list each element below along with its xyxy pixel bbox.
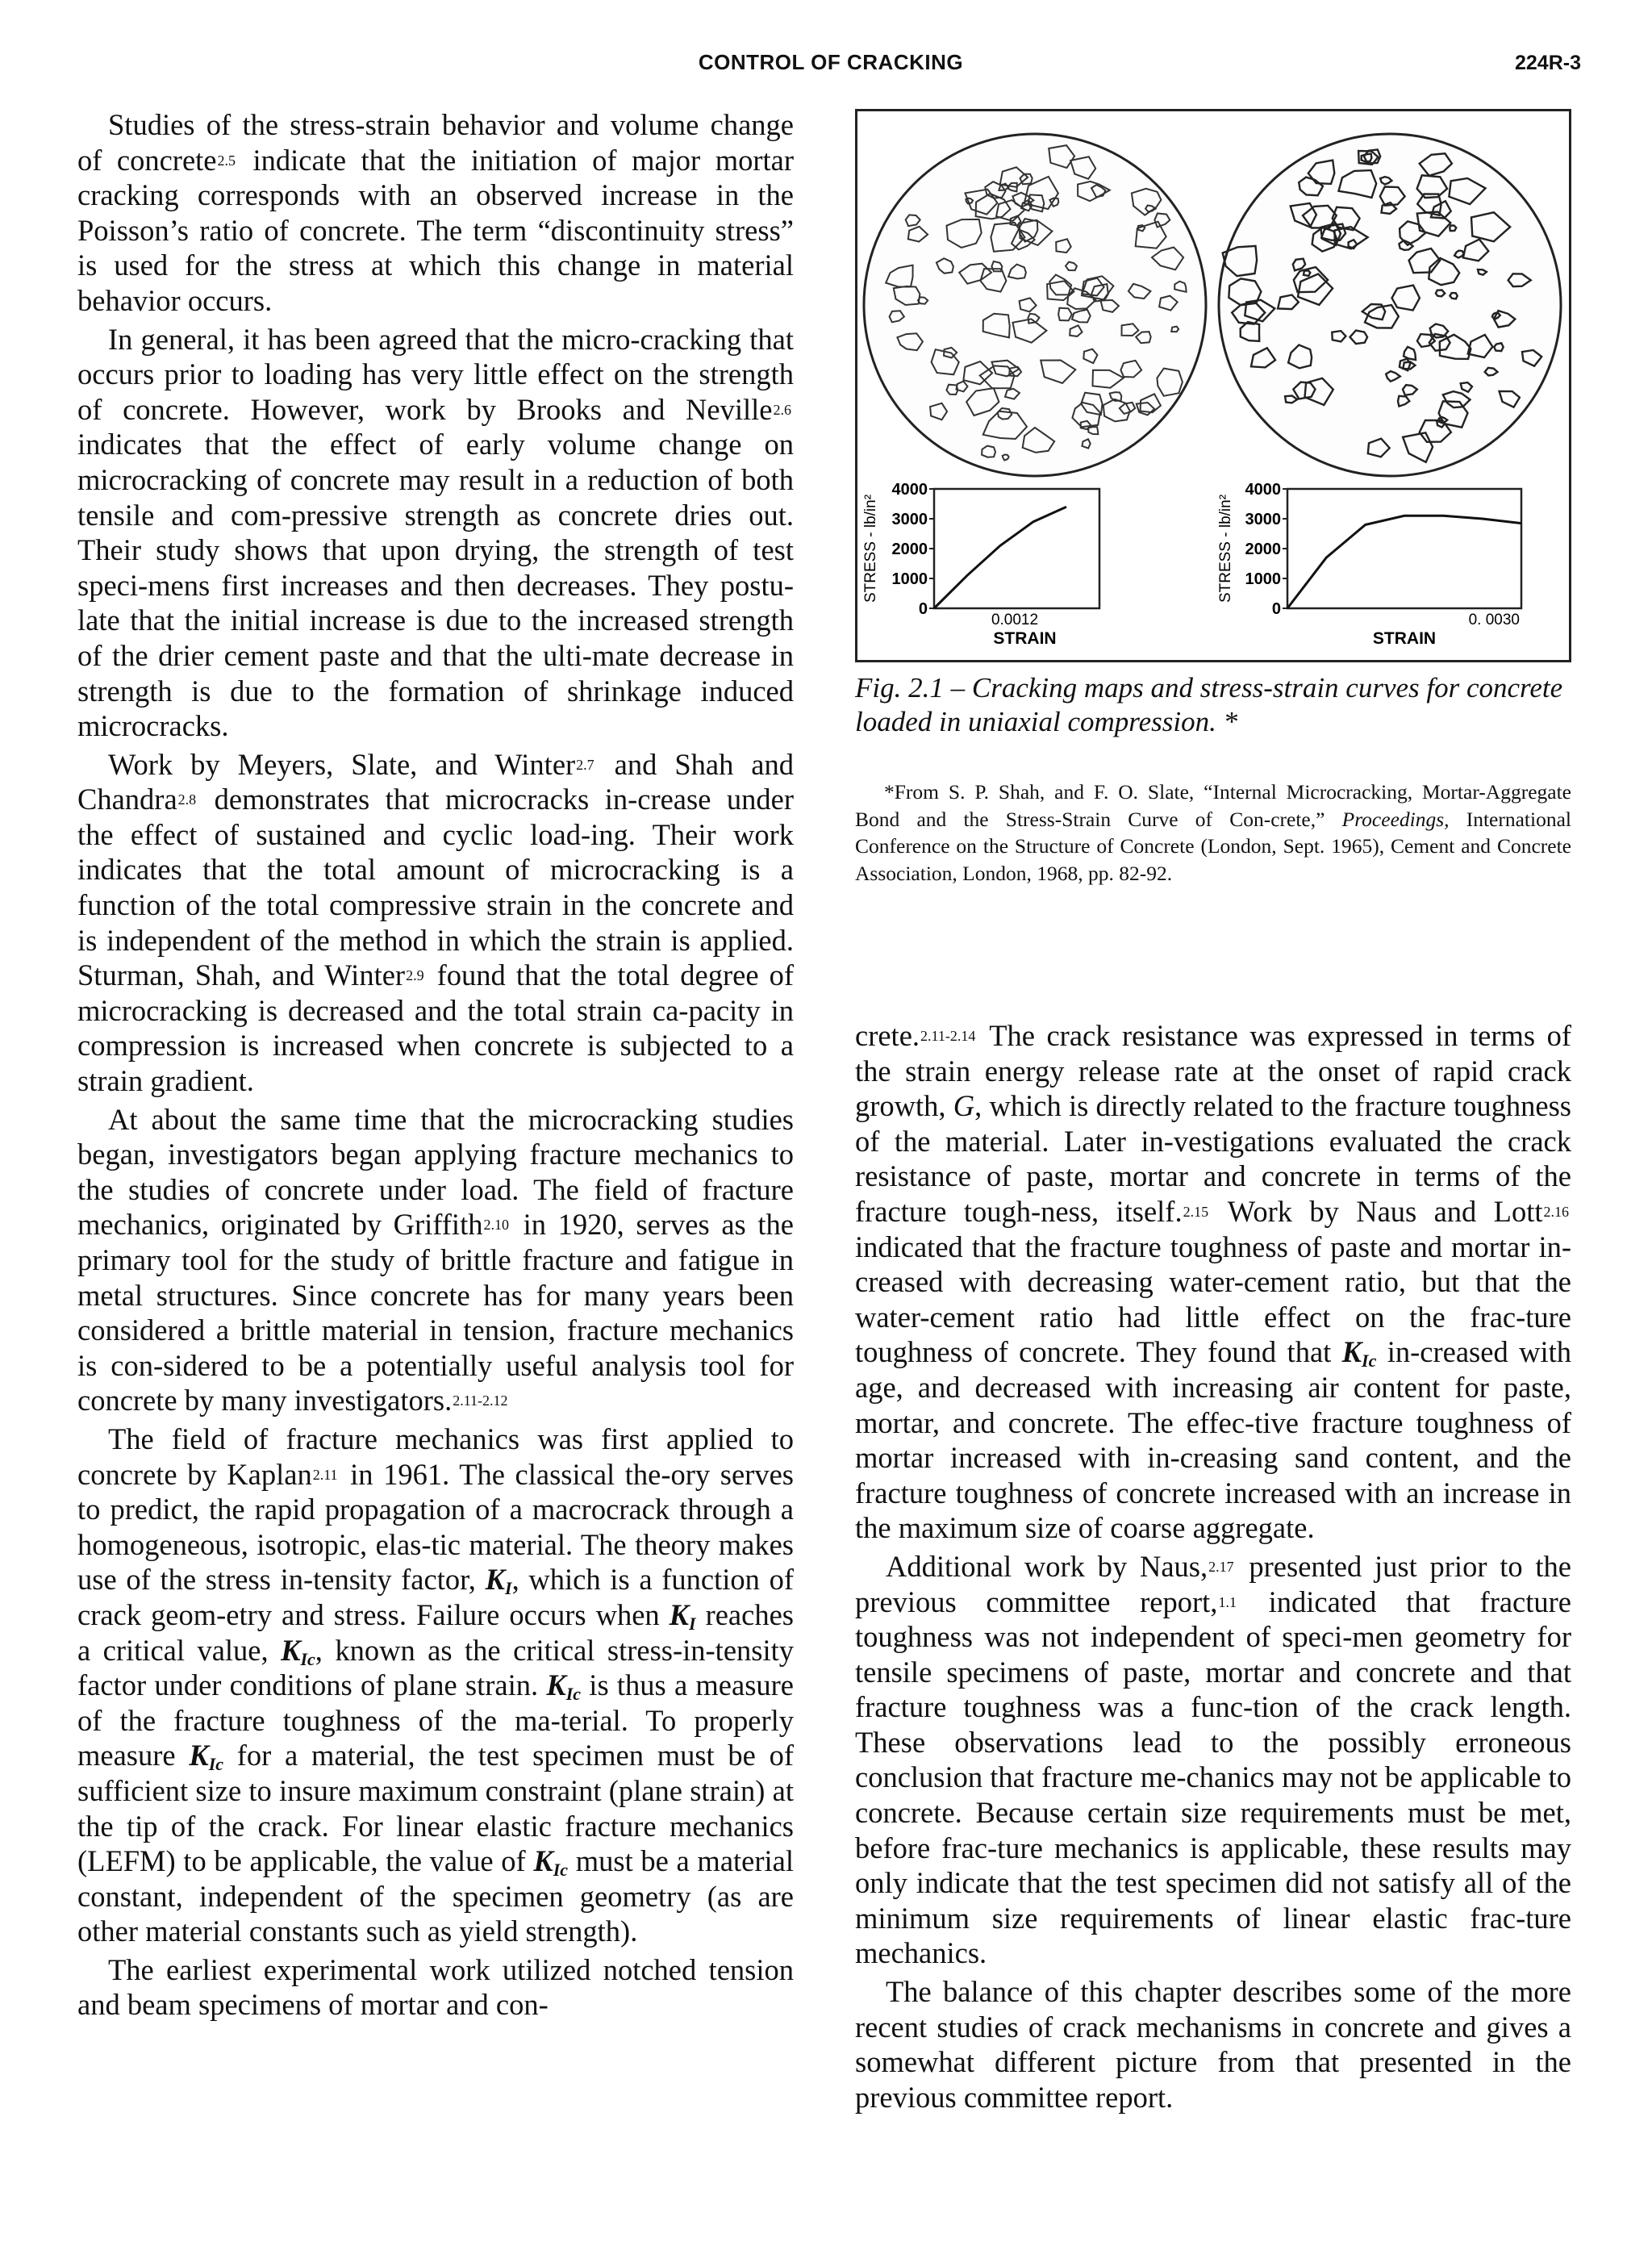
stress-strain-curve (1287, 516, 1521, 608)
figure-caption: Fig. 2.1 – Cracking maps and stress-strain curves for concrete loaded in uniaxial compression. * (855, 672, 1563, 737)
cracking-map-left (864, 134, 1206, 476)
y-tick-label: 2000 (891, 541, 928, 558)
y-tick-label: 4000 (891, 481, 928, 499)
y-axis-label: STRESS - lb/in² (1217, 494, 1234, 603)
paragraph: crete.$^{2.11-2.14}$ The crack resistance was expressed in terms of the strain energy release rate at the onset of rapid crack growth, G, which is directly related to the fracture toughness of the material. Later in-vestigations evaluated the crack resistance of paste, mortar and concrete in terms of the fracture tough-ness, itself.$^{2.15}$ Work by Naus and Lott$^{2.16}$ indicated that the fracture toughness of paste and mortar in-creased with decreasing water-cement ratio, but that the water-cement ratio had little effect on the frac-ture toughness of concrete. They found that $K_{Ic}$ in-creased with age, and decreased with increasing air content for paste, mortar, and concrete. The effec-tive fracture toughness of mortar increased with in-creasing sand content, and the fracture toughness of concrete increased with an increase in the maximum size of coarse aggregate. (855, 1019, 1571, 1545)
y-tick-label: 4000 (1245, 481, 1281, 499)
y-tick-label: 2000 (1245, 541, 1281, 558)
paragraph: The balance of this chapter describes some of the more recent studies of crack mechanisms in concrete and gives a somewhat different picture from that presented in the previous committee report. (855, 1975, 1571, 2114)
stress-strain-chart-right (1217, 481, 1521, 648)
figure-svg (857, 111, 1569, 660)
plot-frame (1287, 489, 1521, 608)
x-axis-label: STRAIN (993, 629, 1057, 648)
k-ic-symbol: $K_{Ic}$ (1341, 1335, 1377, 1372)
y-tick-label: 3000 (891, 511, 928, 528)
paragraph: In general, it has been agreed that the micro-cracking that occurs prior to loading has very little effect on the strength of concrete. However, work by Brooks and Neville$^{2.6}$ indicates that the effect of early volume change on microcracking of concrete may result in a reduction of both tensile and com-pressive strength as concrete dries out. Their study shows that upon drying, the strength of test speci-mens first increases and then decreases. They postu-late that the initial increase is due to the increased strength of the drier cement paste and that the ulti-mate decrease in strength is due to the formation of shrinkage induced microcracks. (77, 322, 794, 743)
paragraph: At about the same time that the microcracking studies began, investigators began applying fracture mechanics to the studies of concrete under load. The field of fracture mechanics, originated by Griffith$^{2.10}$ in 1920, serves as the primary tool for the study of brittle fracture and fatigue in metal structures. Since concrete has for many years been considered a brittle material in tension, fracture mechanics is con-sidered to be a potentially useful analysis tool for concrete by many investigators.$^{2.11-2.12}$ (77, 1102, 794, 1418)
y-axis-label: STRESS - lb/in² (862, 494, 879, 603)
paragraph: Studies of the stress-strain behavior and volume change of concrete$^{2.5}$ indicate that the initiation of major mortar cracking corresponds with an observed increase in the Poisson’s ratio of concrete. The term “discontinuity stress” is used for the stress at which this change in material behavior occurs. (77, 108, 794, 317)
k-ic-symbol: $K_{Ic}$ (189, 1739, 224, 1775)
cracking-map-right (1219, 134, 1561, 476)
running-header: CONTROL OF CRACKING (698, 50, 964, 74)
left-column (77, 107, 794, 2026)
k-i-symbol: $K_I$ (669, 1597, 696, 1634)
x-tick-label: 0.0012 (991, 612, 1039, 628)
plot-frame (934, 489, 1099, 608)
k-ic-symbol: $K_{Ic}$ (546, 1668, 582, 1705)
k-ic-symbol: $K_{Ic}$ (533, 1844, 569, 1881)
figure-footnote: *From S. P. Shah, and F. O. Slate, “Internal Microcracking, Mortar-Aggregate Bond and the Stress-Strain Curve of Con-crete,” Proceedings, International Conference on the Structure of Concrete (London, Sept. 1965), Cement and Concrete Association, London, 1968, pp. 82-92. (855, 780, 1571, 885)
paragraph: Work by Meyers, Slate, and Winter$^{2.7}$ and Shah and Chandra$^{2.8}$ demonstrates that microcracks in-crease under the effect of sustained and cyclic load-ing. Their work indicates that the total amount of microcracking is a function of the total compressive strain in the concrete and is independent of the method in which the strain is applied. Sturman, Shah, and Winter$^{2.9}$ found that the total degree of microcracking is decreased and the total strain ca-pacity in compression is increased when concrete is subjected to a strain gradient. (77, 747, 794, 1098)
y-tick-label: 1000 (891, 570, 928, 588)
x-tick-label: 0. 0030 (1468, 612, 1520, 628)
y-tick-label: 0 (1271, 600, 1281, 618)
paragraph: The field of fracture mechanics was first applied to concrete by Kaplan$^{2.11}$ in 1961. The classical the-ory serves to predict, the rapid propagation of a macrocrack through a homogeneous, isotropic, elas-tic material. The theory makes use of the stress in-tensity factor, $K_I$, which is a function of crack geom-etry and stress. Failure occurs when $K_I$ reaches a critical value, $K_{Ic}$, known as the critical stress-in-tensity factor under conditions of plane strain. $K_{Ic}$ is thus a measure of the fracture toughness of the ma-terial. To properly measure $K_{Ic}$ for a material, the test specimen must be of sufficient size to insure maximum constraint (plane strain) at the tip of the crack. For linear elastic fracture mechanics (LEFM) to be applicable, the value of $K_{Ic}$ must be a material constant, independent of the specimen geometry (as are other material constants such as yield strength). (77, 1422, 795, 1948)
stress-strain-chart-left (862, 481, 1099, 648)
y-tick-label: 3000 (1245, 511, 1281, 528)
stress-strain-curve (934, 507, 1066, 608)
paragraph: Additional work by Naus,$^{2.17}$ presented just prior to the previous committee report,$^{1.1}$ indicated that fracture toughness was not independent of speci-men geometry for tensile specimens of paste, mortar and concrete and that fracture toughness was a func-tion of the crack length. These observations lead to the possibly erroneous conclusion that fracture me-chanics may not be applicable to concrete. Because certain size requirements must be met, before frac-ture mechanics is applicable, these results may only indicate that the test specimen did not satisfy all of the minimum size requirements of linear elastic frac-ture mechanics. (855, 1549, 1571, 1970)
paragraph: The earliest experimental work utilized notched tension and beam specimens of mortar and con- (77, 1952, 794, 2022)
figure-2-1 (855, 109, 1571, 662)
k-ic-symbol: $K_{Ic}$ (281, 1633, 315, 1669)
page-number: 224R-3 (1515, 52, 1581, 74)
y-tick-label: 0 (918, 600, 928, 618)
k-i-symbol: $K_I$ (485, 1563, 512, 1599)
x-axis-label: STRAIN (1372, 629, 1437, 648)
right-column (855, 1018, 1571, 2118)
y-tick-label: 1000 (1245, 570, 1281, 588)
